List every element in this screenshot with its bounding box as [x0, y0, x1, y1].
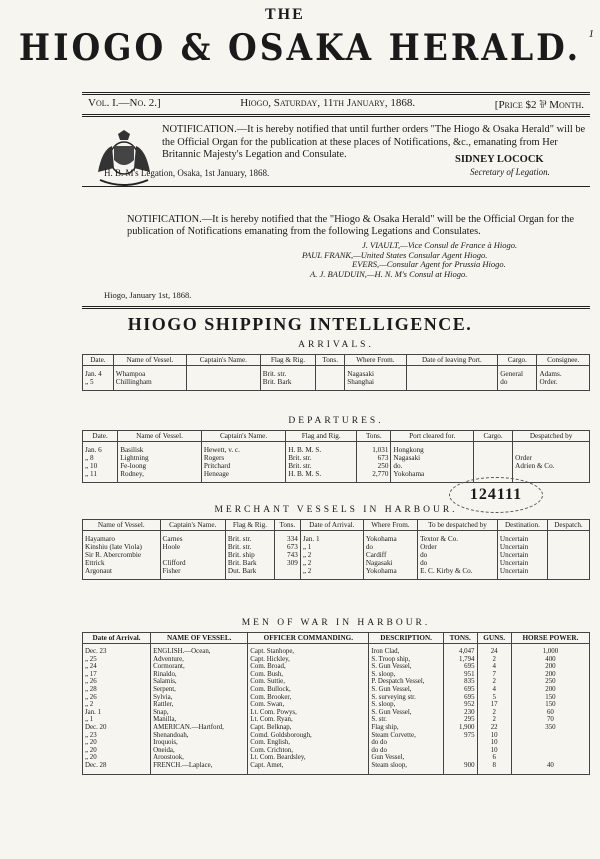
table-cell — [547, 567, 589, 580]
price: [Price $2 ⅌ Month. — [494, 99, 584, 111]
column-header: GUNS. — [477, 633, 511, 644]
table-cell: Order. — [537, 378, 590, 391]
table-cell: „ 1 — [83, 716, 151, 724]
table-cell: 4 — [477, 686, 511, 694]
table-cell: Adrien & Co. — [513, 462, 590, 470]
table-cell: Capt. Belknap, — [248, 724, 369, 732]
table-cell: Iroquois, — [151, 739, 248, 747]
divider — [82, 114, 590, 117]
table-cell: Cormorant, — [151, 663, 248, 671]
table-cell: 10 — [477, 739, 511, 747]
table-cell: Dec. 20 — [83, 724, 151, 732]
table-cell — [513, 442, 590, 455]
table-cell: Nagasaki — [345, 366, 406, 379]
table-cell: „ 2 — [300, 559, 363, 567]
table-cell: Shanghai — [345, 378, 406, 391]
table-cell: 743 — [274, 551, 300, 559]
table-cell: „ 28 — [83, 686, 151, 694]
table-cell: General — [498, 366, 537, 379]
table-cell: S. Gun Vessel, — [369, 663, 443, 671]
table-cell: Argonaut — [83, 567, 161, 580]
column-header: Date of Arrival. — [300, 520, 363, 531]
table-cell: Dec. 23 — [83, 644, 151, 656]
table-cell: Jan. 1 — [83, 709, 151, 717]
departures-table — [82, 430, 590, 483]
table-cell: „ 17 — [83, 671, 151, 679]
table-cell: E. C. Kirby & Co. — [418, 567, 498, 580]
table-cell: Yokohama — [363, 531, 417, 544]
signer-title: Secretary of Legation. — [470, 167, 550, 177]
table-cell: Hoole — [160, 543, 225, 551]
table-cell: Comd. Goldsborough, — [248, 732, 369, 740]
table-cell: Manilla, — [151, 716, 248, 724]
table-cell: 250 — [357, 462, 391, 470]
table-cell: „ 2 — [300, 567, 363, 580]
table-cell: Flag ship, — [369, 724, 443, 732]
table-row — [83, 678, 590, 686]
table-cell — [474, 454, 513, 462]
column-header: Tons. — [316, 355, 345, 366]
table-cell: Brit. ship — [225, 551, 274, 559]
notification-text: NOTIFICATION.—It is hereby notified that the "Hiogo & Osaka Herald" will be the Official Organ for the publication of Notifications emanating from the following Legations and Consulates. — [127, 214, 574, 237]
table-cell: Dec. 28 — [83, 762, 151, 774]
column-header: Port cleared for. — [391, 431, 474, 442]
table-row — [83, 694, 590, 702]
table-cell: do do — [369, 739, 443, 747]
table-cell — [443, 747, 477, 755]
table-cell: ENGLISH.—Ocean, — [151, 644, 248, 656]
table-cell — [406, 378, 498, 391]
table-cell: 17 — [477, 701, 511, 709]
table-cell: „ 23 — [83, 732, 151, 740]
table-cell: Brit. Bark — [260, 378, 315, 391]
table-cell: 1,794 — [443, 656, 477, 664]
table-cell: Com. Brooker, — [248, 694, 369, 702]
table-cell: „ 2 — [300, 551, 363, 559]
table-cell: Lightning — [118, 454, 202, 462]
table-cell: 8 — [477, 762, 511, 774]
column-header: To be despatched by — [418, 520, 498, 531]
table-cell: Capt. Stanhope, — [248, 644, 369, 656]
table-cell — [511, 754, 589, 762]
table-cell: 1,031 — [357, 442, 391, 455]
table-cell: 835 — [443, 678, 477, 686]
consulate-date: Hiogo, January 1st, 1868. — [104, 290, 192, 300]
table-cell: Nagasaki — [363, 559, 417, 567]
table-cell: 695 — [443, 686, 477, 694]
table-cell: 10 — [477, 747, 511, 755]
table-cell: 150 — [511, 694, 589, 702]
column-header: Date of Arrival. — [83, 633, 151, 644]
table-row — [83, 442, 590, 455]
war-table — [82, 632, 590, 775]
table-cell: do — [498, 378, 537, 391]
column-header: DESCRIPTION. — [369, 633, 443, 644]
column-header: Flag and Rig. — [286, 431, 357, 442]
table-cell: 309 — [274, 559, 300, 567]
column-header: Flag & Rig. — [225, 520, 274, 531]
table-row — [83, 454, 590, 462]
table-cell: „ 11 — [83, 470, 118, 483]
table-cell: FRENCH.—Laplace, — [151, 762, 248, 774]
table-cell — [316, 366, 345, 379]
table-cell: Yokohama — [363, 567, 417, 580]
table-cell — [186, 366, 260, 379]
table-cell: „ 2 — [83, 701, 151, 709]
table-cell — [511, 747, 589, 755]
table-cell: 60 — [511, 709, 589, 717]
table-row — [83, 747, 590, 755]
table-cell: Gun Vessel, — [369, 754, 443, 762]
table-cell: Hewett, v. c. — [201, 442, 285, 455]
table-cell: do do — [369, 747, 443, 755]
column-header: Cargo. — [498, 355, 537, 366]
table-row — [83, 559, 590, 567]
table-cell: Brit. str. — [260, 366, 315, 379]
table-cell: Lt. Com. Beardsley, — [248, 754, 369, 762]
table-cell: AMERICAN.—Hartford, — [151, 724, 248, 732]
table-cell: 200 — [511, 663, 589, 671]
table-cell: Brit. str. — [286, 454, 357, 462]
consul-line: EVERS,—Consular Agent for Prussia Hiogo. — [352, 259, 506, 270]
legation-date: H. B. M's Legation, Osaka, 1st January, 1868. — [104, 168, 270, 178]
table-cell: Lt. Com. Powys, — [248, 709, 369, 717]
table-cell: 975 — [443, 732, 477, 740]
table-cell: Rogers — [201, 454, 285, 462]
table-cell: „ 26 — [83, 694, 151, 702]
table-cell: do — [418, 559, 498, 567]
table-cell: Textor & Co. — [418, 531, 498, 544]
table-cell: „ 26 — [83, 678, 151, 686]
table-cell: 10 — [477, 732, 511, 740]
divider — [82, 92, 590, 95]
table-cell: Sylvia, — [151, 694, 248, 702]
table-cell: Com. Bullock, — [248, 686, 369, 694]
table-cell: Shenandoah, — [151, 732, 248, 740]
table-row — [83, 644, 590, 656]
table-cell — [316, 378, 345, 391]
table-cell: 673 — [357, 454, 391, 462]
table-row — [83, 732, 590, 740]
volume-number: Vol. I.—No. 2.] — [88, 97, 161, 109]
column-header: TONS. — [443, 633, 477, 644]
table-cell: „ 8 — [83, 454, 118, 462]
table-row — [83, 366, 590, 379]
table-cell: Jan. 4 — [83, 366, 114, 379]
table-cell: 350 — [511, 724, 589, 732]
table-cell: 70 — [511, 716, 589, 724]
table-cell: Pritchard — [201, 462, 285, 470]
table-row — [83, 462, 590, 470]
table-cell: 2 — [477, 709, 511, 717]
column-header: Date. — [83, 355, 114, 366]
table-cell: Com. Broad, — [248, 663, 369, 671]
table-row — [83, 378, 590, 391]
table-cell — [274, 567, 300, 580]
table-cell: Nagasaki — [391, 454, 474, 462]
table-cell: Rinaldo, — [151, 671, 248, 679]
table-cell: Adams. — [537, 366, 590, 379]
table-row — [83, 543, 590, 551]
table-cell: „ 20 — [83, 739, 151, 747]
table-row — [83, 671, 590, 679]
shipping-title: HIOGO SHIPPING INTELLIGENCE. — [127, 314, 473, 334]
table-cell: 200 — [511, 671, 589, 679]
table-row — [83, 701, 590, 709]
table-cell: Yokohama — [391, 470, 474, 483]
table-cell: Capt. Amet, — [248, 762, 369, 774]
table-cell: Brit. str. — [286, 462, 357, 470]
table-cell: Com. Swan, — [248, 701, 369, 709]
table-cell: Uncertain — [497, 567, 547, 580]
column-header: Consignee. — [537, 355, 590, 366]
table-cell: S. sloop, — [369, 671, 443, 679]
table-cell: S. Gun Vessel, — [369, 686, 443, 694]
table-cell — [547, 531, 589, 544]
column-header: Name of Vessel. — [113, 355, 186, 366]
departures-heading: DEPARTURES. — [288, 416, 384, 426]
table-cell: Chillingham — [113, 378, 186, 391]
table-cell: „ 5 — [83, 378, 114, 391]
table-cell: 2,770 — [357, 470, 391, 483]
table-cell — [547, 543, 589, 551]
merchant-table — [82, 519, 590, 580]
table-cell: Aroostook, — [151, 754, 248, 762]
column-header: Captain's Name. — [186, 355, 260, 366]
table-cell: 951 — [443, 671, 477, 679]
table-cell: Brit. Bark — [225, 559, 274, 567]
table-cell: 4,047 — [443, 644, 477, 656]
table-cell: „ 20 — [83, 754, 151, 762]
table-cell: Brit. str. — [225, 543, 274, 551]
table-cell: Adventure, — [151, 656, 248, 664]
table-cell: Oneida, — [151, 747, 248, 755]
table-cell: Uncertain — [497, 543, 547, 551]
notification-consulates — [127, 214, 592, 279]
table-cell: 2 — [477, 656, 511, 664]
table-cell: Clifford — [160, 559, 225, 567]
masthead-the: THE — [265, 6, 305, 23]
table-cell: 150 — [511, 701, 589, 709]
table-cell: 4 — [477, 663, 511, 671]
table-cell — [186, 378, 260, 391]
table-cell: Heneage — [201, 470, 285, 483]
table-cell: 952 — [443, 701, 477, 709]
table-row — [83, 754, 590, 762]
column-header: HORSE POWER. — [511, 633, 589, 644]
table-row — [83, 739, 590, 747]
table-cell: S. str. — [369, 716, 443, 724]
table-cell: Com. Crichton, — [248, 747, 369, 755]
table-cell — [406, 366, 498, 379]
table-cell: Com. Suttie, — [248, 678, 369, 686]
table-cell: S. Gun Vessel, — [369, 709, 443, 717]
table-row — [83, 567, 590, 580]
table-cell: Sir R. Abercrombie — [83, 551, 161, 559]
table-cell: Rattler, — [151, 701, 248, 709]
table-cell: 200 — [511, 686, 589, 694]
column-header: NAME OF VESSEL. — [151, 633, 248, 644]
table-cell: Brit. str. — [225, 531, 274, 544]
signer-name: SIDNEY LOCOCK — [455, 154, 544, 165]
column-header: Despatched by — [513, 431, 590, 442]
consul-list — [127, 241, 592, 279]
divider — [82, 186, 590, 187]
table-cell: 22 — [477, 724, 511, 732]
merchant-heading: MERCHANT VESSELS IN HARBOUR. — [214, 505, 458, 515]
table-cell: 400 — [511, 656, 589, 664]
table-cell: Uncertain — [497, 559, 547, 567]
page-number: 1 — [588, 28, 594, 40]
table-cell: 6 — [477, 754, 511, 762]
table-cell: Hayamaro — [83, 531, 161, 544]
table-cell: Steam Corvette, — [369, 732, 443, 740]
table-cell: 900 — [443, 762, 477, 774]
table-row — [83, 716, 590, 724]
table-row — [83, 762, 590, 774]
table-cell: H. B. M. S. — [286, 442, 357, 455]
table-cell — [547, 559, 589, 567]
table-cell: Jan. 6 — [83, 442, 118, 455]
divider — [82, 306, 590, 309]
table-cell — [443, 754, 477, 762]
table-cell: do — [418, 551, 498, 559]
table-cell: Cardiff — [363, 551, 417, 559]
table-cell: Uncertain — [497, 531, 547, 544]
table-cell — [160, 551, 225, 559]
table-row — [83, 663, 590, 671]
column-header: Cargo. — [474, 431, 513, 442]
table-cell: Capt. Hickley, — [248, 656, 369, 664]
table-cell: 673 — [274, 543, 300, 551]
column-header: Date of leaving Port. — [406, 355, 498, 366]
table-cell: do. — [391, 462, 474, 470]
table-row — [83, 551, 590, 559]
table-cell: 230 — [443, 709, 477, 717]
table-cell — [547, 551, 589, 559]
library-stamp: 124111 — [449, 477, 543, 513]
table-cell: Iron Clad, — [369, 644, 443, 656]
table-cell: 7 — [477, 671, 511, 679]
table-cell: Salamis, — [151, 678, 248, 686]
column-header: Where From. — [345, 355, 406, 366]
table-cell: Ettrick — [83, 559, 161, 567]
table-cell: Order — [418, 543, 498, 551]
notification-legation: NOTIFICATION.—It is hereby notified that until further orders "The Hiogo & Osaka Herald" will be the Official Organ for the publication at these places of Notifications, &c., emanating from Her Britannic Majesty's Legation and Consulate. — [162, 124, 586, 160]
table-cell — [511, 739, 589, 747]
table-row — [83, 656, 590, 664]
consul-line: PAUL FRANK,—United States Consular Agent Hiogo. — [302, 249, 488, 260]
table-cell: Lt. Com. Ryan, — [248, 716, 369, 724]
table-cell: Whampoa — [113, 366, 186, 379]
table-cell: Kinshiu (late Viola) — [83, 543, 161, 551]
table-cell: Com. English, — [248, 739, 369, 747]
table-cell: Dut. Bark — [225, 567, 274, 580]
table-cell: Fe-loong — [118, 462, 202, 470]
column-header: Date. — [83, 431, 118, 442]
table-cell: 695 — [443, 694, 477, 702]
table-cell: Serpent, — [151, 686, 248, 694]
arrivals-table — [82, 354, 590, 391]
table-cell: „ 10 — [83, 462, 118, 470]
table-cell: H. B. M. S. — [286, 470, 357, 483]
table-cell — [443, 739, 477, 747]
table-cell: „ 25 — [83, 656, 151, 664]
table-cell: Rodney, — [118, 470, 202, 483]
table-cell: Carnes — [160, 531, 225, 544]
table-cell: 1,000 — [511, 644, 589, 656]
masthead-title: HIOGO & OSAKA HERALD. — [18, 26, 582, 69]
table-cell: Order — [513, 454, 590, 462]
column-header: Flag & Rig. — [260, 355, 315, 366]
table-cell: Snap, — [151, 709, 248, 717]
arrivals-heading: ARRIVALS. — [298, 340, 374, 350]
table-cell — [474, 462, 513, 470]
consul-line: J. VIAULT,—Vice Consul de France à Hiogo. — [362, 240, 518, 250]
table-cell: Basilisk — [118, 442, 202, 455]
table-cell: 295 — [443, 716, 477, 724]
table-row — [83, 531, 590, 544]
table-cell — [474, 442, 513, 455]
issue-date: Hiogo, Saturday, 11th January, 1868. — [240, 97, 416, 109]
table-cell: „ 20 — [83, 747, 151, 755]
table-row — [83, 686, 590, 694]
column-header: Captain's Name. — [201, 431, 285, 442]
table-cell: Steam sloop, — [369, 762, 443, 774]
column-header: Name of Vessel. — [118, 431, 202, 442]
table-cell: 334 — [274, 531, 300, 544]
table-cell: Fisher — [160, 567, 225, 580]
column-header: Captain's Name. — [160, 520, 225, 531]
table-row — [83, 724, 590, 732]
table-cell: 250 — [511, 678, 589, 686]
table-cell: P. Despatch Vessel, — [369, 678, 443, 686]
column-header: Despatch. — [547, 520, 589, 531]
table-cell: S. Troop ship, — [369, 656, 443, 664]
royal-coat-of-arms-icon — [92, 128, 156, 188]
table-cell: „ 24 — [83, 663, 151, 671]
table-cell: 5 — [477, 694, 511, 702]
table-cell: Com. Bush, — [248, 671, 369, 679]
column-header: Name of Vessel. — [83, 520, 161, 531]
table-cell: „ 1 — [300, 543, 363, 551]
column-header: Where From. — [363, 520, 417, 531]
table-cell: Jan. 1 — [300, 531, 363, 544]
consul-line: A. J. BAUDUIN,—H. N. M's Consul at Hiogo. — [310, 268, 468, 279]
column-header: Destination. — [497, 520, 547, 531]
column-header: OFFICER COMMANDING. — [248, 633, 369, 644]
table-cell: 1,900 — [443, 724, 477, 732]
table-cell: 2 — [477, 678, 511, 686]
table-row — [83, 709, 590, 717]
table-cell: 2 — [477, 716, 511, 724]
table-cell: Uncertain — [497, 551, 547, 559]
table-cell: S. sloop, — [369, 701, 443, 709]
table-cell: S. surveying str. — [369, 694, 443, 702]
war-heading: MEN OF WAR IN HARBOUR. — [241, 618, 431, 628]
table-cell: do — [363, 543, 417, 551]
column-header: Tons. — [357, 431, 391, 442]
table-cell: 24 — [477, 644, 511, 656]
table-cell: 695 — [443, 663, 477, 671]
table-cell — [511, 732, 589, 740]
dateline — [88, 97, 584, 112]
table-cell: Hongkong — [391, 442, 474, 455]
column-header: Tons. — [274, 520, 300, 531]
table-cell: 40 — [511, 762, 589, 774]
